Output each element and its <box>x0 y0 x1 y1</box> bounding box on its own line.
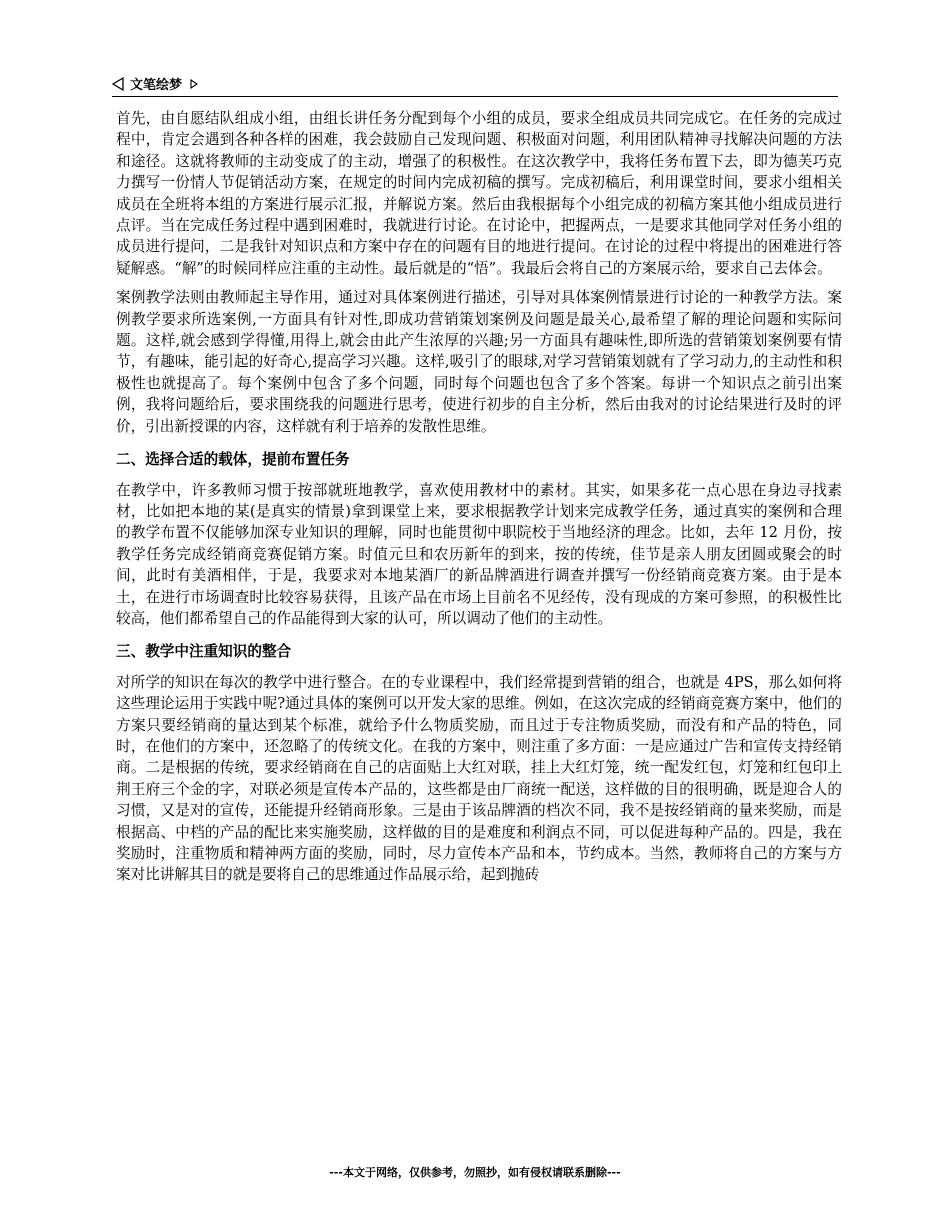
document-body <box>116 108 842 886</box>
paragraph-1: 首先，由自愿结队组成小组，由组长讲任务分配到每个小组的成员，要求全组成员共同完成它。在任务的完成过程中，肯定会遇到各种各样的困难，我会鼓励自己发现问题、积极面对问题，利用团队精神寻找解决问题的方法和途径。这就将教师的主动变成了的主动，增强了的积极性。在这次教学中，我将任务布置下去，即为德芙巧克力撰写一份情人节促销活动方案，在规定的时间内完成初稿的撰写。完成初稿后，利用课堂时间，要求小组相关成员在全班将本组的方案进行展示汇报，并解说方案。然后由我根据每个小组完成的初稿方案其他小组成员进行点评。当在完成任务过程中遇到困难时，我就进行讨论。在讨论中，把握两点，一是要求其他同学对任务小组的成员进行提问，二是我针对知识点和方案中存在的问题有目的地进行提问。在讨论的过程中将提出的困难进行答疑解惑。“解”的时候同样应注重的主动性。最后就是的“悟”。我最后会将自己的方案展示给，要求自己去体会。 <box>116 110 842 277</box>
triangle-left-icon <box>112 77 124 91</box>
page-footer-notice: ---本文于网络，仅供参考，勿照抄，如有侵权请联系删除--- <box>329 1166 621 1179</box>
section-heading-3: 三、教学中注重知识的整合 <box>116 643 292 661</box>
paragraph-2: 案例教学法则由教师起主导作用，通过对具体案例进行描述，引导对具体案例情景进行讨论的一种教学方法。案例教学要求所选案例,一方面具有针对性,即成功营销策划案例及问题是最关心,最希望了解的理论问题和实际问题。这样,就会感到学得懂,用得上,就会由此产生浓厚的兴趣;另一方面具有趣味性,即所选的营销策划案例要有情节，有趣味，能引起的好奇心,提高学习兴趣。这样,吸引了的眼球,对学习营销策划就有了学习动力,的主动性和积极性也就提高了。每个案例中包含了多个问题，同时每个问题也包含了多个答案。每讲一个知识点之前引出案例，我将问题给后，要求围绕我的问题进行思考，使进行初步的自主分析，然后由我对的讨论结果进行及时的评价，引出新授课的内容，这样就有利于培养的发散性思维。 <box>116 289 842 435</box>
header-brand <box>112 74 198 93</box>
brand-text: 文笔绘梦 <box>130 78 183 93</box>
triangle-right-icon <box>190 79 198 89</box>
paragraph-3: 在教学中，许多教师习惯于按部就班地教学，喜欢使用教材中的素材。其实，如果多花一点心思在身边寻找素材，比如把本地的某(是真实的情景)拿到课堂上来，要求根据教学计划来完成教学任务，通过真实的案例和合理的教学布置不仅能够加深专业知识的理解，同时也能贯彻中职院校于当地经济的理念。比如，去年 12 月份，按教学任务完成经销商竞赛促销方案。时值元旦和农历新年的到来，按的传统，佳节是亲人朋友团圆或聚会的时间，此时有美酒相伴，于是，我要求对本地某酒厂的新品牌酒进行调查并撰写一份经销商竞赛方案。由于是本土，在进行市场调查时比较容易获得，且该产品在市场上目前名不见经传，没有现成的方案可参照，的积极性比较高，他们都希望自己的作品能得到大家的认可，所以调动了他们的主动性。 <box>116 481 842 627</box>
paragraph-4: 对所学的知识在每次的教学中进行整合。在的专业课程中，我们经常提到营销的组合，也就是 4PS，那么如何将这些理论运用于实践中呢?通过具体的案例可以开发大家的思维。例如，在这次完成的经销商竞赛方案中，他们的方案只要经销商的量达到某个标准，就给予什么物质奖励，而且过于专注物质奖励，而没有和产品的特色，同时，在他们的方案中，还忽略了的传统文化。在我的方案中，则注重了多方面：一是应通过广告和宣传支持经销商。二是根据的传统，要求经销商在自己的店面贴上大红对联，挂上大红灯笼，统一配发红包，灯笼和红包印上荆王府三个金的字，对联必须是宣传本产品的，这些都是由厂商统一配送，这样做的目的很明确，既是迎合人的习惯，又是对的宣传，还能提升经销商形象。三是由于该品牌酒的档次不同，我不是按经销商的量来奖励，而是根据高、中档的产品的配比来实施奖励，这样做的目的是难度和利润点不同，可以促进每种产品的。四是，我在奖励时，注重物质和精神两方面的奖励，同时，尽力宣传本产品和本，节约成本。当然，教师将自己的方案与方案对比讲解其目的就是要将自己的思维通过作品展示给，起到抛砖 <box>116 673 842 884</box>
section-heading-2: 二、选择合适的载体，提前布置任务 <box>116 451 350 469</box>
page-header <box>112 68 838 97</box>
